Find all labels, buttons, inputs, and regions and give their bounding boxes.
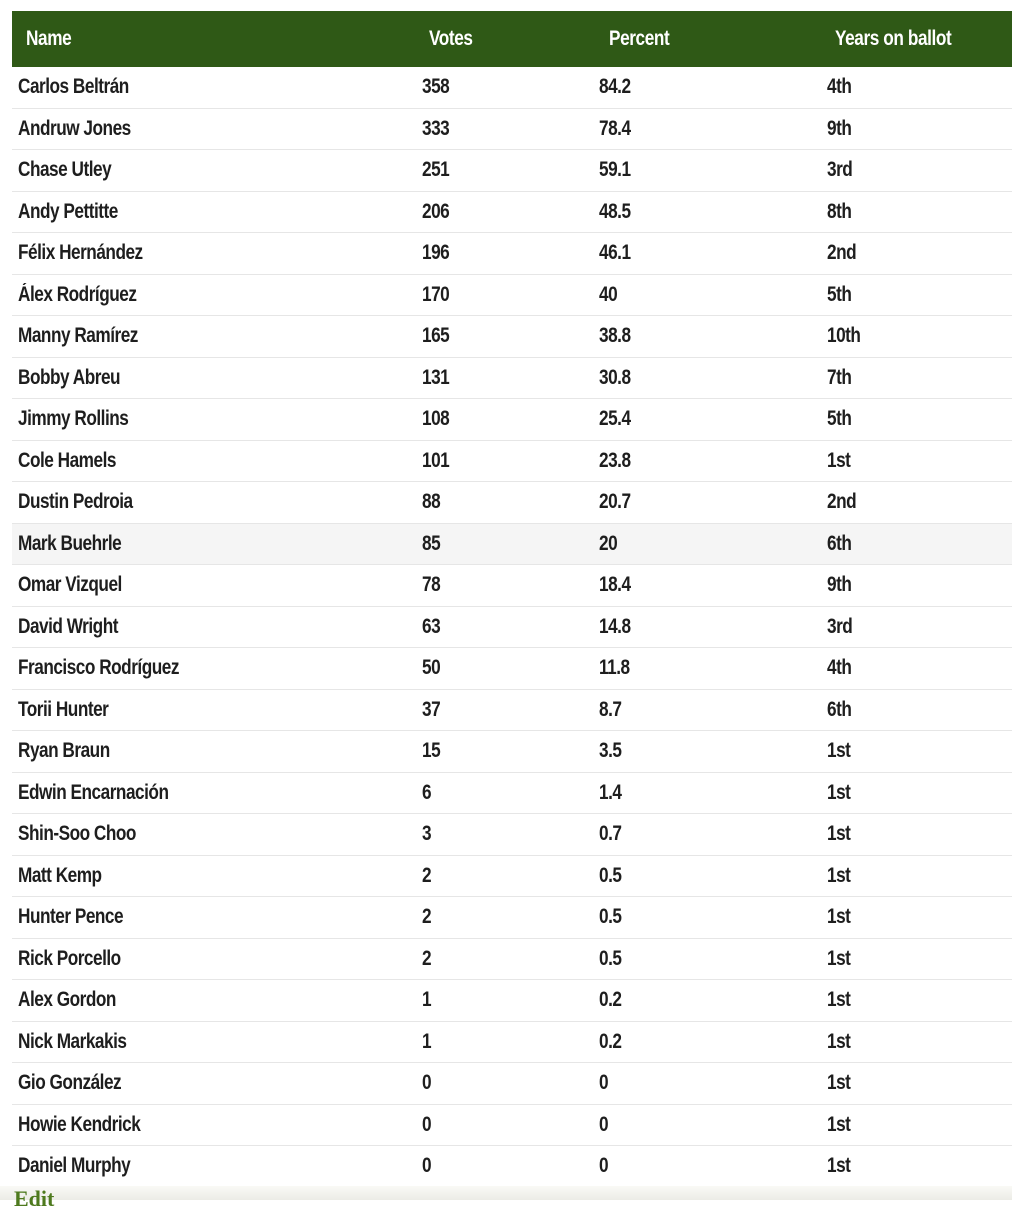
table-row <box>12 1063 1012 1105</box>
cell-years-on-ballot: 1st <box>827 988 851 1012</box>
table-row <box>12 939 1012 981</box>
cell-years-on-ballot: 1st <box>827 1112 851 1136</box>
cell-votes: 2 <box>422 946 432 970</box>
cell-percent: 14.8 <box>599 614 631 638</box>
cell-years-on-ballot: 10th <box>827 324 861 348</box>
cell-years-on-ballot: 5th <box>827 282 852 306</box>
cell-votes: 63 <box>422 614 441 638</box>
cell-votes: 131 <box>422 365 450 389</box>
cell-name: Bobby Abreu <box>18 365 121 389</box>
cell-percent: 84.2 <box>599 75 631 99</box>
cell-votes: 1 <box>422 988 432 1012</box>
cell-years-on-ballot: 1st <box>827 448 851 472</box>
cell-percent: 59.1 <box>599 158 631 182</box>
cell-years-on-ballot: 7th <box>827 365 852 389</box>
ballot-results-table <box>12 11 1012 1187</box>
cell-percent: 23.8 <box>599 448 631 472</box>
cell-percent: 46.1 <box>599 241 631 265</box>
cell-years-on-ballot: 1st <box>827 1071 851 1095</box>
cell-name: Carlos Beltrán <box>18 75 129 99</box>
cell-name: Shin-Soo Choo <box>18 822 136 846</box>
cell-name: Nick Markakis <box>18 1029 127 1053</box>
table-row <box>12 731 1012 773</box>
table-row <box>12 607 1012 649</box>
table-row <box>12 399 1012 441</box>
header-years-on-ballot[interactable]: Years on ballot <box>835 27 952 50</box>
cell-name: Daniel Murphy <box>18 1154 131 1178</box>
table-row <box>12 897 1012 939</box>
cell-votes: 165 <box>422 324 450 348</box>
cell-percent: 3.5 <box>599 739 622 763</box>
cell-years-on-ballot: 2nd <box>827 490 857 514</box>
cell-percent: 0 <box>599 1154 609 1178</box>
cell-votes: 101 <box>422 448 450 472</box>
cell-name: Mark Buehrle <box>18 531 122 555</box>
cell-name: Edwin Encarnación <box>18 780 169 804</box>
cell-name: Omar Vizquel <box>18 573 122 597</box>
table-row <box>12 482 1012 524</box>
cell-name: Álex Rodríguez <box>18 282 137 306</box>
cell-percent: 8.7 <box>599 697 622 721</box>
cell-name: Francisco Rodríguez <box>18 656 179 680</box>
table-row <box>12 690 1012 732</box>
cell-votes: 15 <box>422 739 441 763</box>
table-row <box>12 441 1012 483</box>
cell-percent: 0.2 <box>599 988 622 1012</box>
cell-votes: 0 <box>422 1112 432 1136</box>
cell-percent: 11.8 <box>599 656 630 680</box>
cell-percent: 0 <box>599 1112 609 1136</box>
cell-percent: 18.4 <box>599 573 631 597</box>
cell-percent: 20 <box>599 531 618 555</box>
cell-votes: 1 <box>422 1029 432 1053</box>
footer-partial-heading: Edit <box>14 1186 55 1211</box>
table-row <box>12 1022 1012 1064</box>
header-name[interactable]: Name <box>26 27 72 50</box>
table-row <box>12 358 1012 400</box>
cell-votes: 37 <box>422 697 441 721</box>
table-row <box>12 814 1012 856</box>
table-row <box>12 233 1012 275</box>
cell-votes: 2 <box>422 863 432 887</box>
cell-years-on-ballot: 6th <box>827 697 852 721</box>
cell-name: Manny Ramírez <box>18 324 138 348</box>
cell-percent: 48.5 <box>599 199 631 223</box>
cell-votes: 196 <box>422 241 450 265</box>
table-row <box>12 565 1012 607</box>
cell-percent: 0 <box>599 1071 609 1095</box>
cell-years-on-ballot: 1st <box>827 946 851 970</box>
cell-votes: 3 <box>422 822 432 846</box>
cell-name: Andruw Jones <box>18 116 131 140</box>
cell-percent: 1.4 <box>599 780 622 804</box>
cell-years-on-ballot: 1st <box>827 905 851 929</box>
table-row <box>12 648 1012 690</box>
cell-votes: 88 <box>422 490 441 514</box>
cell-years-on-ballot: 4th <box>827 75 852 99</box>
table-body <box>12 67 1012 1187</box>
cell-percent: 20.7 <box>599 490 631 514</box>
cell-votes: 251 <box>422 158 450 182</box>
cell-name: Ryan Braun <box>18 739 110 763</box>
table-row <box>12 1105 1012 1147</box>
cell-name: David Wright <box>18 614 118 638</box>
header-percent[interactable]: Percent <box>609 27 670 50</box>
cell-votes: 206 <box>422 199 450 223</box>
cell-name: Dustin Pedroia <box>18 490 133 514</box>
cell-years-on-ballot: 1st <box>827 739 851 763</box>
table-row <box>12 67 1012 109</box>
cell-name: Jimmy Rollins <box>18 407 129 431</box>
table-row <box>12 150 1012 192</box>
cell-name: Chase Utley <box>18 158 112 182</box>
cell-years-on-ballot: 3rd <box>827 614 853 638</box>
cell-name: Matt Kemp <box>18 863 102 887</box>
table-row <box>12 316 1012 358</box>
cell-name: Howie Kendrick <box>18 1112 141 1136</box>
cell-votes: 2 <box>422 905 432 929</box>
cell-years-on-ballot: 6th <box>827 531 852 555</box>
cell-votes: 333 <box>422 116 450 140</box>
cell-years-on-ballot: 9th <box>827 116 852 140</box>
cell-votes: 170 <box>422 282 450 306</box>
table-row <box>12 1146 1012 1187</box>
cell-votes: 108 <box>422 407 450 431</box>
cell-years-on-ballot: 8th <box>827 199 852 223</box>
cell-name: Cole Hamels <box>18 448 116 472</box>
table-row <box>12 275 1012 317</box>
cell-votes: 78 <box>422 573 441 597</box>
cell-years-on-ballot: 9th <box>827 573 852 597</box>
table-row <box>12 773 1012 815</box>
cell-votes: 50 <box>422 656 441 680</box>
cell-percent: 0.2 <box>599 1029 622 1053</box>
cell-votes: 85 <box>422 531 441 555</box>
table-row <box>12 980 1012 1022</box>
cell-name: Torii Hunter <box>18 697 109 721</box>
cell-name: Félix Hernández <box>18 241 143 265</box>
cell-name: Hunter Pence <box>18 905 124 929</box>
table-row <box>12 192 1012 234</box>
cell-name: Alex Gordon <box>18 988 116 1012</box>
cell-years-on-ballot: 4th <box>827 656 852 680</box>
cell-votes: 6 <box>422 780 432 804</box>
cell-votes: 0 <box>422 1071 432 1095</box>
cell-percent: 30.8 <box>599 365 631 389</box>
footer-fade <box>0 1186 1012 1211</box>
cell-percent: 25.4 <box>599 407 631 431</box>
table-header-row <box>12 11 1012 67</box>
cell-votes: 0 <box>422 1154 432 1178</box>
cell-percent: 40 <box>599 282 618 306</box>
cell-name: Gio González <box>18 1071 122 1095</box>
cell-years-on-ballot: 1st <box>827 780 851 804</box>
cell-percent: 0.5 <box>599 863 622 887</box>
cell-years-on-ballot: 1st <box>827 1029 851 1053</box>
cell-years-on-ballot: 1st <box>827 1154 851 1178</box>
cell-name: Andy Pettitte <box>18 199 118 223</box>
cell-percent: 0.5 <box>599 905 622 929</box>
header-votes[interactable]: Votes <box>429 27 473 50</box>
cell-name: Rick Porcello <box>18 946 121 970</box>
cell-votes: 358 <box>422 75 450 99</box>
table-row <box>12 524 1012 566</box>
cell-years-on-ballot: 2nd <box>827 241 857 265</box>
cell-years-on-ballot: 5th <box>827 407 852 431</box>
cell-percent: 0.7 <box>599 822 622 846</box>
cell-percent: 38.8 <box>599 324 631 348</box>
cell-years-on-ballot: 3rd <box>827 158 853 182</box>
cell-percent: 0.5 <box>599 946 622 970</box>
cell-years-on-ballot: 1st <box>827 822 851 846</box>
table-row <box>12 856 1012 898</box>
table-row <box>12 109 1012 151</box>
cell-percent: 78.4 <box>599 116 631 140</box>
cell-years-on-ballot: 1st <box>827 863 851 887</box>
